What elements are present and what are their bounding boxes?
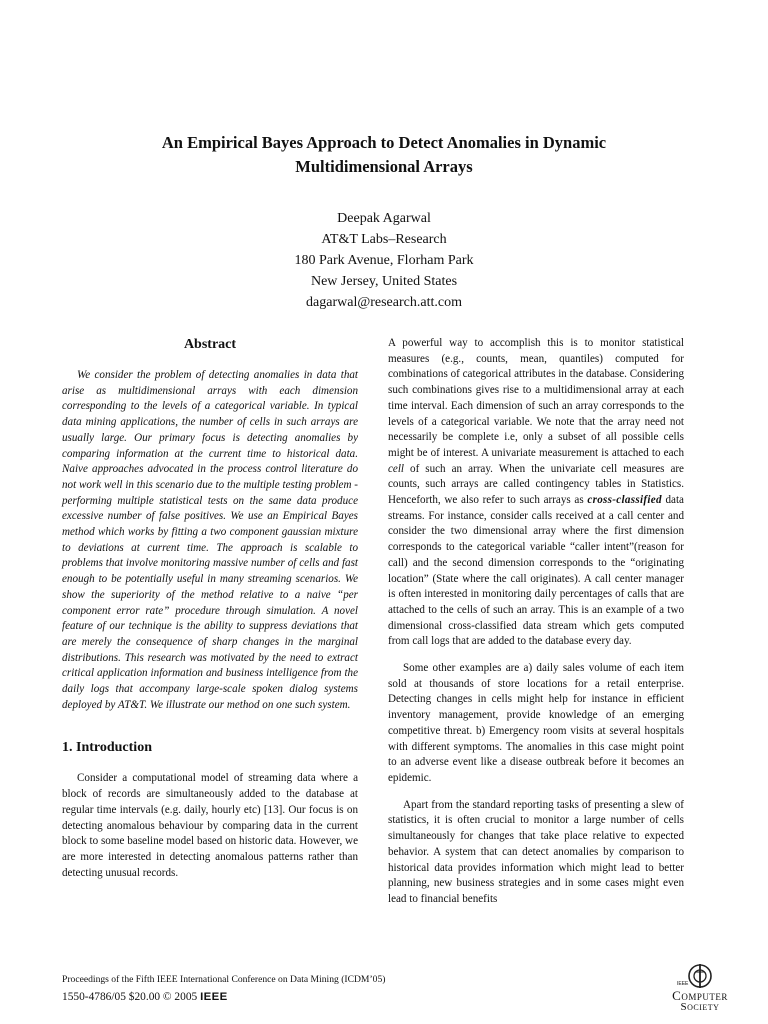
- right-column: [388, 336, 684, 919]
- emphasis-cross-classified: cross-classified: [587, 494, 662, 507]
- body-paragraph-3: Apart from the standard reporting tasks of presenting a slew of statistics, it is often crucial to monitor a large number of cells simultaneously for changes that take place relative to expected behavior. A system that can detect anomalies by comparison to historical data provides information which might lead to better planning, new business strategies and in some cases might even lead to financial benefits: [388, 798, 684, 905]
- abstract-text: We consider the problem of detecting anomalies in data that arise as multidimensional arrays with each dimension corresponding to the levels of a categorical variable. In typical data mining applications, the number of cells in such arrays are usually large. Our primary focus is detecting anomalies by comparing information at the current time to historical data. Naive approaches advocated in the process control literature do not work well in this scenario due to the multiple testing problem - performing multiple statistical tests on the same data produce excessive number of false positives. We use an Empirical Bayes method which works by fitting a two component gaussian mixture to deviations at current time. The approach is scalable to problems that involve monitoring massive number of cells and fast enough to be potentially useful in many streaming scenarios. We show the superiority of the method relative to a naive “per component error rate” procedure through simulation. A novel feature of our technique is the ability to suppress deviations that are merely the consequence of sharp changes in the marginal distributions. This research was motivated by the need to extract critical application information and business intelligence from the daily logs that accompany large-scale spoken dialog systems deployed by AT&T. We illustrate our method on one such system.: [62, 369, 358, 711]
- body-paragraph-1: [388, 336, 684, 650]
- author-address-line1: 180 Park Avenue, Florham Park: [294, 253, 474, 268]
- paper-title-line1: An Empirical Bayes Approach to Detect Anomalies in Dynamic: [161, 133, 607, 152]
- intro-paragraph: Consider a computational model of streaming data where a block of records are simultaneously added to the database at regular time intervals (e.g. daily, hourly etc) [13]. Our focus is on detecting anomalous behaviour by comparing data in the current block to some baseline model based on historic data. However, we are more interested in detecting anomalous patterns rather than detecting unusual records.: [62, 772, 358, 879]
- footer-copyright: [62, 990, 228, 1005]
- paragraph-text: of such an array. When the univariate cell measures are counts, such arrays are called contingency tables in Statistics. Henceforth, we also refer to such arrays as: [388, 462, 684, 507]
- paper-title-line2: Multidimensional Arrays: [295, 157, 473, 176]
- author-name: Deepak Agarwal: [337, 211, 431, 226]
- left-column: [62, 336, 358, 892]
- computer-society-logo: [660, 963, 740, 1015]
- logo-society-text: Society: [680, 1001, 720, 1013]
- author-affiliation: AT&T Labs–Research: [321, 232, 447, 247]
- computer-society-emblem-icon: [686, 963, 714, 989]
- section-heading-introduction: 1. Introduction: [62, 740, 152, 756]
- author-email: dagarwal@research.att.com: [306, 295, 462, 310]
- copyright-text: 1550-4786/05 $20.00 © 2005: [62, 991, 201, 1003]
- ieee-wordmark: IEEE: [200, 991, 228, 1003]
- author-block: [60, 208, 708, 313]
- paragraph-text: data streams. For instance, consider calls received at a call center and consider the two dimensional array where the first dimension corresponds to the categorical variable “caller intent”(reason for call) and the second dimension corresponds to the “originating location” (State where the call originates). A call center manager is often interested in monitoring daily percentages of calls that are attached to the cells of such an array. This is an example of a two dimensional cross-classified data stream which gets computed from call logs that are added to the database every day.: [388, 494, 684, 648]
- footer-proceedings: Proceedings of the Fifth IEEE International Conference on Data Mining (ICDM’05): [62, 974, 386, 985]
- emphasis-cell: cell: [388, 462, 405, 475]
- abstract-heading: Abstract: [183, 337, 237, 352]
- logo-ieee-text: IEEE: [677, 981, 689, 987]
- author-address-line2: New Jersey, United States: [310, 274, 458, 289]
- logo-computer-text: Computer: [672, 988, 728, 1003]
- paper-title: [60, 131, 708, 179]
- body-paragraph-2: Some other examples are a) daily sales volume of each item sold at thousands of store locations for a retail enterprise. Detecting changes in cells might help for instance in efficient inventory management, provide knowledge of an emerging competitive threat. b) Emergency room visits at several hospitals with different symptoms. The anomalies in this case might point to an adverse event like a disease outbreak before it becomes an epidemic.: [388, 662, 684, 784]
- paragraph-text: A powerful way to accomplish this is to monitor statistical measures (e.g., counts, mean, quantiles) computed for combinations of categorical attributes in the database. Considering such combinations gives rise to a multidimensional array at each time interval. Each dimension of such an array corresponds to the levels of a categorical variable. We note that the array need not necessarily be complete i.e, only a subset of all possible cells might be of interest. A univariate measurement is attached to each: [388, 337, 684, 459]
